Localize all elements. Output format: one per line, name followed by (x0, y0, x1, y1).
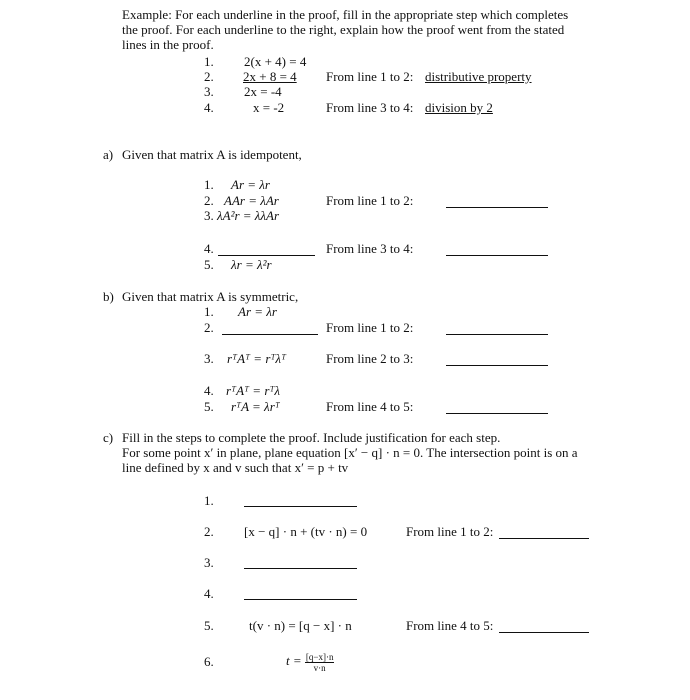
part-a-label: a) (103, 147, 114, 162)
part-a-step-2-from: From line 1 to 2: (326, 193, 414, 208)
part-a-step-2-expr: AAr = λAr (224, 193, 279, 208)
part-a-step-5-expr: λr = λ²r (231, 257, 272, 272)
example-intro-line-2: the proof. For each underline to the right, explain how the proof went from the stated (122, 22, 565, 37)
part-a-step-2-num: 2. (204, 193, 214, 208)
part-b-label: b) (103, 289, 114, 304)
part-b-step-2-reason-blank[interactable] (446, 334, 548, 335)
part-c-step-3-expr-blank[interactable] (244, 568, 357, 569)
part-c-step-1-num: 1. (204, 493, 214, 508)
part-c-step-5-expr: t(v · n) = [q − x] · n (249, 618, 352, 633)
part-a-step-4-from: From line 3 to 4: (326, 241, 414, 256)
part-c-step-2-reason-blank[interactable] (499, 538, 589, 539)
part-b-step-3-num: 3. (204, 351, 214, 366)
part-b-step-3-from: From line 2 to 3: (326, 351, 414, 366)
part-c-intro-line-3: line defined by x and v such that x′ = p + tv (122, 460, 349, 475)
example-step-2-reason: distributive property (425, 69, 532, 84)
example-intro-line-1: Example: For each underline in the proof, fill in the appropriate step which completes (122, 7, 569, 22)
part-c-step-6-fraction (305, 652, 335, 673)
part-b-step-3-reason-blank[interactable] (446, 365, 548, 366)
part-b-step-1-num: 1. (204, 304, 214, 319)
part-b-step-2-expr-blank[interactable] (222, 334, 318, 335)
part-a-step-3-num: 3. (204, 208, 214, 223)
example-step-3-num: 3. (204, 84, 214, 99)
example-step-2-expr: 2x + 8 = 4 (243, 69, 297, 84)
part-c-intro-line-1: Fill in the steps to complete the proof. Include justification for each step. (122, 430, 501, 445)
part-a-heading: Given that matrix A is idempotent, (122, 147, 302, 162)
example-step-4-from: From line 3 to 4: (326, 100, 414, 115)
part-c-intro-line-2: For some point x′ in plane, plane equation [x′ − q] · n = 0. The intersection point is on a (122, 445, 578, 460)
example-step-1-num: 1. (204, 54, 214, 69)
example-step-4-reason: division by 2 (425, 100, 493, 115)
part-c-step-5-num: 5. (204, 618, 214, 633)
part-a-step-1-expr: Ar = λr (231, 177, 270, 192)
part-a-step-1-num: 1. (204, 177, 214, 192)
part-c-step-6-lhs: t = (286, 653, 302, 668)
part-c-step-3-num: 3. (204, 555, 214, 570)
part-c-step-6-numerator: [q−x]·n (305, 651, 334, 662)
part-b-step-1-expr: Ar = λr (238, 304, 277, 319)
example-step-3-expr: 2x = -4 (244, 84, 282, 99)
part-a-step-5-num: 5. (204, 257, 214, 272)
part-c-step-6-expr (286, 648, 334, 674)
part-b-step-5-num: 5. (204, 399, 214, 414)
part-b-step-5-expr: rᵀA = λrᵀ (231, 399, 280, 414)
part-c-step-5-reason-blank[interactable] (499, 632, 589, 633)
example-step-2-num: 2. (204, 69, 214, 84)
example-intro-line-3: lines in the proof. (122, 37, 214, 52)
part-c-step-2-num: 2. (204, 524, 214, 539)
part-c-step-2-expr: [x − q] · n + (tv · n) = 0 (244, 524, 368, 539)
part-a-step-2-reason-blank[interactable] (446, 207, 548, 208)
part-c-step-4-num: 4. (204, 586, 214, 601)
part-a-step-3-expr: λA²r = λλAr (217, 208, 280, 223)
example-step-4-expr: x = -2 (253, 100, 285, 115)
example-step-4-num: 4. (204, 100, 214, 115)
part-c-label: c) (103, 430, 114, 445)
part-b-step-5-reason-blank[interactable] (446, 413, 548, 414)
part-c-step-6-num: 6. (204, 654, 214, 669)
part-b-step-2-num: 2. (204, 320, 214, 335)
part-b-step-2-from: From line 1 to 2: (326, 320, 414, 335)
part-b-step-4-expr: rᵀAᵀ = rᵀλ (226, 383, 281, 398)
example-step-2-from: From line 1 to 2: (326, 69, 414, 84)
part-c-step-2-from: From line 1 to 2: (406, 524, 494, 539)
part-b-step-5-from: From line 4 to 5: (326, 399, 414, 414)
part-a-step-4-expr-blank[interactable] (218, 255, 315, 256)
part-a-step-4-num: 4. (204, 241, 214, 256)
part-c-step-4-expr-blank[interactable] (244, 599, 357, 600)
part-a-step-4-reason-blank[interactable] (446, 255, 548, 256)
part-c-step-5-from: From line 4 to 5: (406, 618, 494, 633)
part-b-step-3-expr: rᵀAᵀ = rᵀλᵀ (227, 351, 287, 366)
part-c-step-1-expr-blank[interactable] (244, 506, 357, 507)
part-b-heading: Given that matrix A is symmetric, (122, 289, 299, 304)
example-step-1-expr: 2(x + 4) = 4 (244, 54, 307, 69)
part-c-step-6-denominator: v·n (313, 662, 326, 673)
part-b-step-4-num: 4. (204, 383, 214, 398)
